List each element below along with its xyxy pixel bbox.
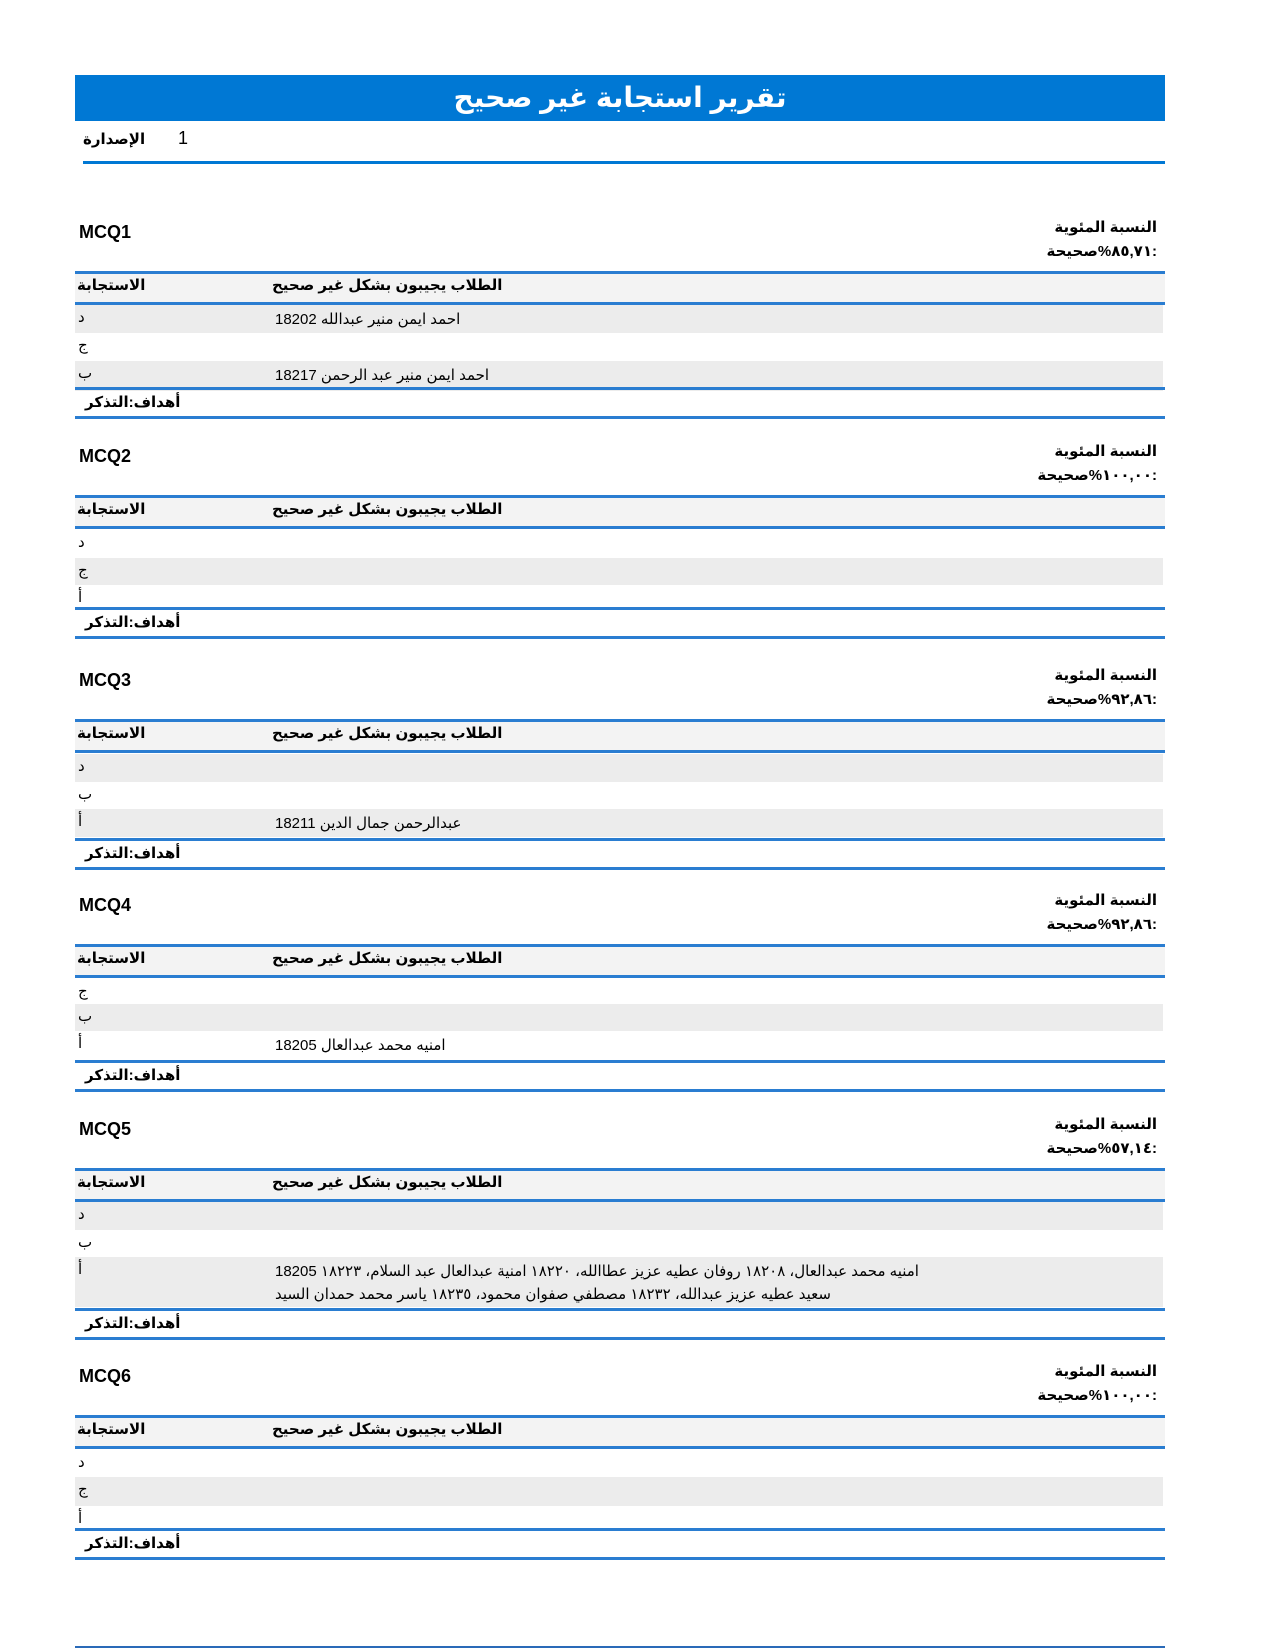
percent-line: [1047, 1137, 1157, 1161]
objectives-label: أهداف:التذكر: [85, 394, 181, 411]
question-block: [75, 216, 1165, 416]
column-header-students: الطلاب يجيبون بشكل غير صحيح: [272, 277, 503, 294]
table-row: [75, 979, 1163, 1004]
percent-label: النسبة المئوية: [1054, 667, 1157, 684]
percent-label: النسبة المئوية: [1054, 1116, 1157, 1133]
version-value: 1: [178, 128, 189, 148]
table-header: [75, 271, 1165, 305]
table-row: [75, 305, 1163, 333]
objectives-label: أهداف:التذكر: [85, 1067, 181, 1084]
objectives-label: أهداف:التذكر: [85, 845, 181, 862]
question-block: [75, 1113, 1165, 1332]
question-name: MCQ4: [79, 895, 132, 915]
percent-correct: [1047, 664, 1157, 712]
table-row: [75, 1477, 1163, 1506]
table-header: [75, 1168, 1165, 1202]
column-header-students: الطلاب يجيبون بشكل غير صحيح: [272, 725, 503, 742]
incorrect-students: [275, 1260, 919, 1306]
objectives-footer: [75, 1308, 1165, 1340]
table-row: [75, 585, 1163, 607]
question-block: [75, 664, 1165, 864]
percent-value: ٩٢,٨٦: [1111, 916, 1152, 933]
question-name: MCQ3: [79, 670, 132, 690]
percent-suffix-label: %صحيحة:: [1046, 243, 1157, 260]
column-header-students: الطلاب يجيبون بشكل غير صحيح: [272, 501, 503, 518]
column-header-response: الاستجابة: [77, 1421, 146, 1438]
percent-line: [1047, 913, 1157, 937]
table-header: [75, 495, 1165, 529]
students-line: احمد ايمن منير عبدالله 18202: [275, 311, 461, 328]
question-name: MCQ2: [79, 446, 132, 466]
column-header-students: الطلاب يجيبون بشكل غير صحيح: [272, 1421, 503, 1438]
percent-line: [1037, 464, 1157, 488]
question-name: MCQ5: [79, 1119, 132, 1139]
response-choice: ج: [78, 337, 88, 354]
percent-value: ٨٥,٧١: [1111, 243, 1152, 260]
column-header-students: الطلاب يجيبون بشكل غير صحيح: [272, 1174, 503, 1191]
column-header-response: الاستجابة: [77, 725, 146, 742]
percent-suffix-label: %صحيحة:: [1046, 691, 1157, 708]
table-row: [75, 333, 1163, 361]
percent-label: النسبة المئوية: [1054, 1363, 1157, 1380]
table-row: [75, 1004, 1163, 1031]
students-line: سعيد عطيه عزيز عبدالله، ١٨٢٣٢ مصطفي صفوان محمود، ١٨٢٣٥ ياسر محمد حمدان السيد: [275, 1286, 831, 1303]
response-choice: د: [78, 309, 85, 326]
table-header: [75, 1415, 1165, 1449]
table-row: [75, 1230, 1163, 1257]
percent-value: ٥٧,١٤: [1111, 1140, 1152, 1157]
question-name: MCQ1: [79, 222, 132, 242]
objectives-footer: [75, 838, 1165, 870]
page-bottom-divider: [75, 1646, 1165, 1648]
percent-correct: [1047, 216, 1157, 264]
objectives-footer: [75, 1060, 1165, 1092]
table-row: [75, 558, 1163, 585]
objectives-footer: [75, 387, 1165, 419]
incorrect-students: [275, 812, 461, 835]
students-line: امنيه محمد عبدالعال 18205: [275, 1037, 446, 1054]
report-title: تقرير استجابة غير صحيح: [75, 75, 1165, 121]
percent-suffix-label: %صحيحة:: [1037, 467, 1157, 484]
percent-label: النسبة المئوية: [1054, 892, 1157, 909]
percent-value: ١٠٠,٠٠: [1102, 467, 1152, 484]
percent-line: [1037, 1384, 1157, 1408]
percent-line: [1047, 688, 1157, 712]
percent-suffix-label: %صحيحة:: [1046, 916, 1157, 933]
response-choice: د: [78, 534, 85, 551]
column-header-response: الاستجابة: [77, 1174, 146, 1191]
response-choice: أ: [78, 1261, 83, 1278]
percent-correct: [1037, 440, 1157, 488]
percent-correct: [1047, 1113, 1157, 1161]
column-header-response: الاستجابة: [77, 501, 146, 518]
percent-value: ١٠٠,٠٠: [1102, 1387, 1152, 1404]
response-choice: ج: [78, 1481, 88, 1498]
column-header-response: الاستجابة: [77, 277, 146, 294]
percent-suffix-label: %صحيحة:: [1046, 1140, 1157, 1157]
incorrect-students: [275, 364, 489, 387]
table-header: [75, 944, 1165, 978]
students-line: عبدالرحمن جمال الدين 18211: [275, 815, 462, 832]
objectives-label: أهداف:التذكر: [85, 1315, 181, 1332]
objectives-label: أهداف:التذكر: [85, 614, 181, 631]
objectives-footer: [75, 607, 1165, 639]
students-line: امنيه محمد عبدالعال، ١٨٢٠٨ روفان عطيه عزيز عطاالله، ١٨٢٢٠ امنية عبدالعال عبد السلام، ١٨٢٢٣ 18205: [275, 1263, 919, 1280]
response-choice: د: [78, 1454, 85, 1471]
table-row: [75, 530, 1163, 558]
incorrect-students: [275, 1034, 446, 1057]
students-line: احمد ايمن منير عبد الرحمن 18217: [275, 367, 490, 384]
response-choice: أ: [78, 1035, 83, 1052]
table-row: [75, 809, 1163, 837]
column-header-response: الاستجابة: [77, 950, 146, 967]
table-row: [75, 1450, 1163, 1477]
response-choice: أ: [78, 589, 83, 606]
column-header-students: الطلاب يجيبون بشكل غير صحيح: [272, 950, 503, 967]
header-divider: [83, 161, 1165, 164]
response-choice: ج: [78, 983, 88, 1000]
question-block: [75, 1360, 1165, 1560]
response-choice: أ: [78, 1510, 83, 1527]
table-row: [75, 1202, 1163, 1230]
incorrect-students: [275, 308, 460, 331]
percent-label: النسبة المئوية: [1054, 443, 1157, 460]
percent-correct: [1047, 889, 1157, 937]
question-block: [75, 440, 1165, 640]
objectives-label: أهداف:التذكر: [85, 1535, 181, 1552]
response-choice: د: [78, 1206, 85, 1223]
response-choice: أ: [78, 813, 83, 830]
response-choice: ج: [78, 562, 88, 579]
version-label: الإصدارة: [83, 131, 146, 148]
percent-line: [1047, 240, 1157, 264]
table-row: [75, 1506, 1163, 1528]
table-row: [75, 782, 1163, 809]
response-choice: ب: [78, 1008, 93, 1025]
percent-correct: [1037, 1360, 1157, 1408]
percent-suffix-label: %صحيحة:: [1037, 1387, 1157, 1404]
table-row: [75, 754, 1163, 782]
response-choice: ب: [78, 1234, 93, 1251]
response-choice: ب: [78, 365, 93, 382]
table-header: [75, 719, 1165, 753]
percent-value: ٩٢,٨٦: [1111, 691, 1152, 708]
table-row: [75, 1031, 1163, 1059]
table-row: [75, 1257, 1163, 1307]
objectives-footer: [75, 1528, 1165, 1560]
response-choice: ب: [78, 786, 93, 803]
question-name: MCQ6: [79, 1366, 132, 1386]
response-choice: د: [78, 758, 85, 775]
percent-label: النسبة المئوية: [1054, 219, 1157, 236]
question-block: [75, 889, 1165, 1089]
